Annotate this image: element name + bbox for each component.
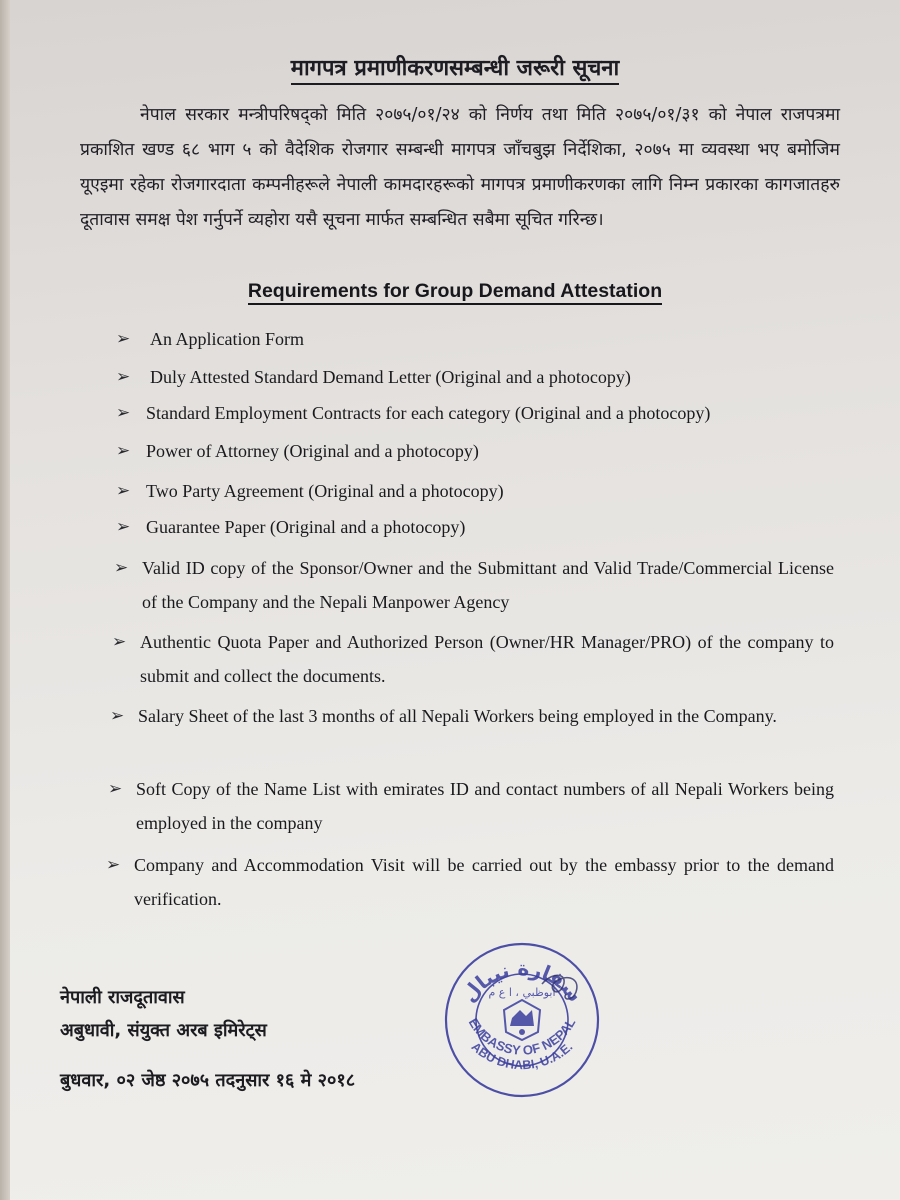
- stamp-arabic-title: سفارة نيبال: [456, 955, 588, 1007]
- requirement-item: ➢ Two Party Agreement (Original and a photocopy): [116, 474, 836, 508]
- signature-location: अबुधावी, संयुक्त अरब इमिरेट्स: [60, 1020, 267, 1041]
- requirement-item: ➢ Soft Copy of the Name List with emirates ID and contact numbers of all Nepali Workers being employed in the company: [108, 772, 834, 840]
- arrow-bullet-icon: ➢: [112, 632, 127, 652]
- requirements-heading-text: Requirements for Group Demand Attestation: [248, 280, 662, 305]
- arrow-bullet-icon: ➢: [116, 481, 131, 501]
- arrow-bullet-icon: ➢: [108, 779, 123, 799]
- arrow-bullet-icon: ➢: [116, 367, 131, 387]
- arrow-bullet-icon: ➢: [116, 329, 131, 349]
- notice-title-text: मागपत्र प्रमाणीकरणसम्बन्धी जरूरी सूचना: [291, 56, 619, 85]
- signature-embassy-name: नेपाली राजदूतावास: [60, 987, 185, 1008]
- requirement-item: ➢ Company and Accommodation Visit will be carried out by the embassy prior to the demand verification.: [106, 848, 834, 916]
- arrow-bullet-icon: ➢: [116, 517, 131, 537]
- requirement-item: ➢ Salary Sheet of the last 3 months of all Nepali Workers being employed in the Company.: [110, 699, 834, 733]
- stamp-english-city: ABU DHABI, U.A.E.: [468, 1039, 576, 1073]
- requirement-item: ➢ Authentic Quota Paper and Authorized Person (Owner/HR Manager/PRO) of the company to submit and collect the documents.: [112, 625, 834, 693]
- requirement-item: ➢ Duly Attested Standard Demand Letter (Original and a photocopy): [116, 360, 836, 394]
- requirement-item: ➢ An Application Form: [116, 322, 836, 356]
- paper-edge: [0, 0, 10, 1200]
- embassy-stamp: [442, 940, 602, 1100]
- notice-sheet: [10, 0, 900, 1200]
- arrow-bullet-icon: ➢: [106, 855, 121, 875]
- arrow-bullet-icon: ➢: [116, 403, 131, 423]
- stamp-english-ring: EMBASSY OF NEPAL: [465, 1015, 579, 1058]
- stamp-emblem-icon: [504, 1000, 540, 1040]
- arrow-bullet-icon: ➢: [114, 558, 129, 578]
- signature-date: बुधवार, ०२ जेष्ठ २०७५ तदनुसार १६ मे २०१८: [60, 1070, 356, 1091]
- notice-body: नेपाल सरकार मन्त्रीपरिषद्को मिति २०७५/०१/२४ को निर्णय तथा मिति २०७५/०१/३१ को नेपाल राजपत्रमा प्रकाशित खण्ड ६८ भाग ५ को वैदेशिक रोजगार सम्बन्धी मागपत्र जाँचबुझ निर्देशिका, २०७५ मा व्यवस्था भए बमोजिम यूएइमा रहेका रोजगारदाता कम्पनीहरूले नेपाली कामदारहरूको मागपत्र प्रमाणीकरणका लागि निम्न प्रकारका कागजातहरु दूतावास समक्ष पेश गर्नुपर्ने व्यहोरा यसै सूचना मार्फत सम्बन्धित सबैमा सूचित गरिन्छ।: [80, 105, 840, 230]
- stamp-arabic-subtitle: أبوظبي ، ا ع م: [488, 986, 556, 999]
- requirement-item: ➢ Standard Employment Contracts for each category (Original and a photocopy): [116, 396, 836, 430]
- arrow-bullet-icon: ➢: [110, 706, 125, 726]
- requirement-item: ➢ Power of Attorney (Original and a photocopy): [116, 434, 836, 468]
- requirement-item: ➢ Valid ID copy of the Sponsor/Owner and the Submittant and Valid Trade/Commercial License of the Company and the Nepali Manpower Agency: [114, 551, 834, 619]
- arrow-bullet-icon: ➢: [116, 441, 131, 461]
- requirement-item: ➢ Guarantee Paper (Original and a photocopy): [116, 510, 836, 544]
